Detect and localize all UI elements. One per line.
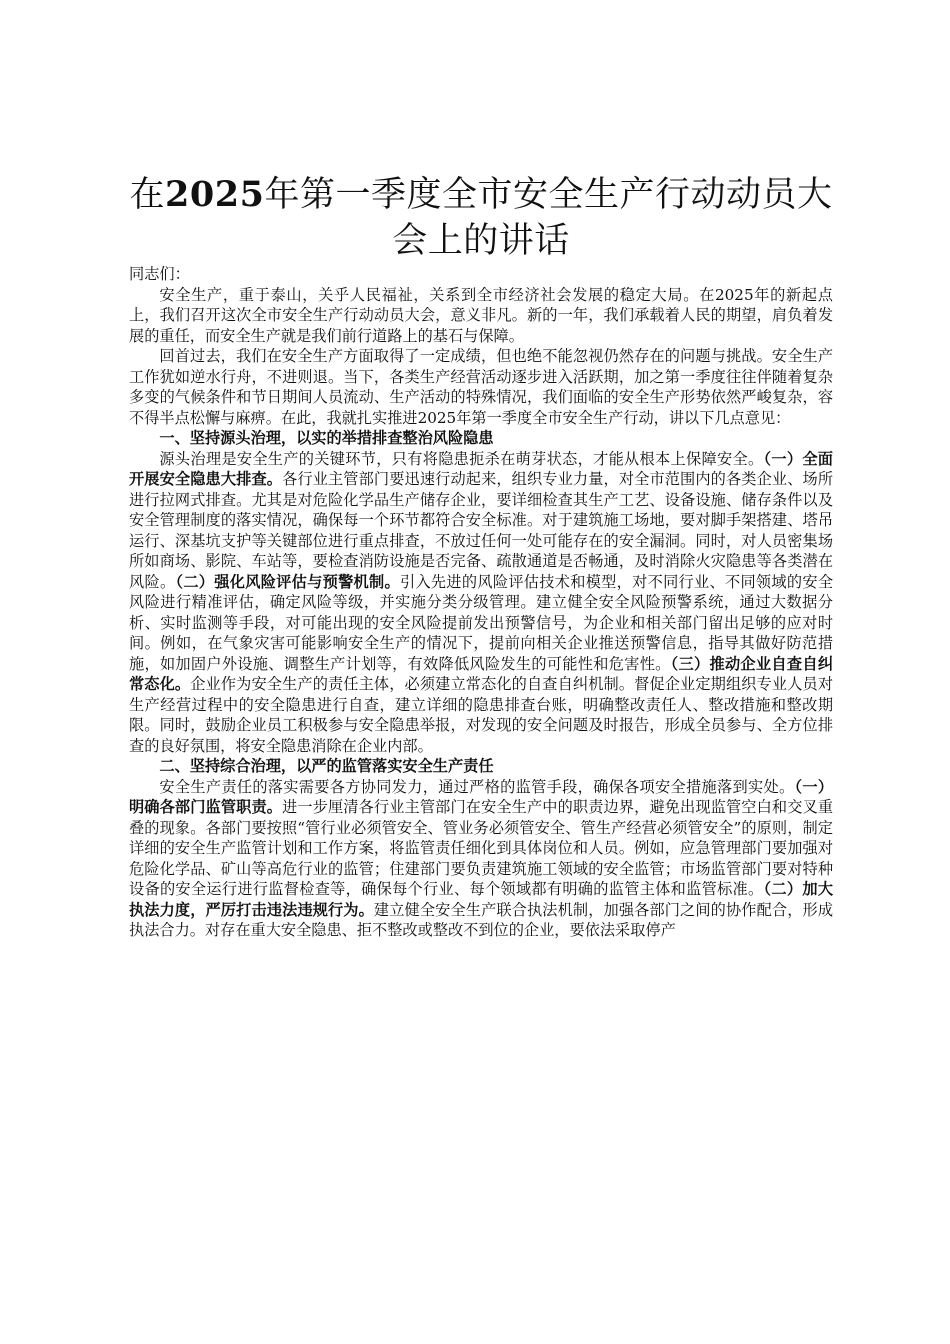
section-2-lead: 安全生产责任的落实需要各方协同发力，通过严格的监管手段，确保各项安全措施落到实处。 [159, 777, 795, 796]
document-title [129, 172, 833, 264]
section-1-sub3-title: （三）推动企业自查自纠常态化。 [129, 654, 834, 693]
intro-paragraph-2: 回首过去，我们在安全生产方面取得了一定成绩，但也绝不能忽视仍然存在的问题与挑战。安全生产工作犹如逆水行舟，不进则退。当下，各类生产经营活动逐步进入活跃期，加之第一季度往往伴随着复杂多变的气候条件和节日期间人员流动、生产活动的特殊情况，我们面临的安全生产形势依然严峻复杂，容不得半点松懈与麻痹。在此，我就扎实推进2025年第一季度全市安全生产行动，讲以下几点意见： [129, 347, 833, 427]
section-2-sub2-title: （二）加大执法力度，严厉打击违法违规行为。 [129, 880, 834, 919]
section-1-sub3-text: 企业作为安全生产的责任主体，必须建立常态化的自查自纠机制。督促企业定期组织专业人员对生产经营过程中的安全隐患进行自查，建立详细的隐患排查台账，明确整改责任人、整改措施和整改期限。同时，鼓励企业员工积极参与安全隐患举报，对发现的安全问题及时报告，形成全员参与、全方位排查的良好氛围，将安全隐患消除在企业内部。 [129, 675, 834, 755]
section-1-sub1-title: （一）全面开展安全隐患大排查。 [129, 449, 833, 488]
title-prefix: 在 [129, 175, 166, 215]
document-page [129, 172, 833, 941]
section-1-heading: 一、坚持源头治理，以实的举措排查整治风险隐患 [159, 429, 494, 447]
intro-paragraph-1: 安全生产，重于泰山，关乎人民福祉，关系到全市经济社会发展的稳定大局。在2025年的新起点上，我们召开这次全市安全生产行动动员大会，意义非凡。新的一年，我们承载着人民的期望，肩负着发展的重任，而安全生产就是我们前行道路上的基石与保障。 [129, 285, 833, 345]
section-2-sub2-text: 建立健全安全生产联合执法机制，加强各部门之间的协作配合，形成执法合力。对存在重大安全隐患、拒不整改或整改不到位的企业，要依法采取停产 [129, 900, 834, 939]
section-2-paragraph [129, 777, 833, 941]
salutation: 同志们： [129, 265, 190, 283]
section-1-sub2-title: （二）强化风险评估与预警机制。 [175, 572, 400, 591]
section-2-sub1-title: （一）明确各部门监管职责。 [129, 777, 834, 816]
document-body [129, 264, 833, 941]
section-1-paragraph [129, 449, 833, 757]
section-1-sub2-text: 引入先进的风险评估技术和模型，对不同行业、不同领域的安全风险进行精准评估，确定风险等级，并实施分类分级管理。建立健全安全风险预警系统，通过大数据分析、实时监测等手段，对可能出现的安全风险提前发出预警信号，为企业和相关部门留出足够的应对时间。例如，在气象灾害可能影响安全生产的情况下，提前向相关企业推送预警信息，指导其做好防范措施，如加固户外设施、调整生产计划等，有效降低风险发生的可能性和危害性。 [129, 572, 834, 673]
title-rest: 年第一季度全市安全生产行动动员大会上的讲话 [264, 175, 833, 261]
title-year: 2025 [165, 174, 265, 215]
section-1-lead: 源头治理是安全生产的关键环节，只有将隐患扼杀在萌芽状态，才能从根本上保障安全。 [159, 449, 764, 468]
section-2-heading: 二、坚持综合治理，以严的监管落实安全生产责任 [159, 757, 494, 775]
section-1-sub1-text: 各行业主管部门要迅速行动起来，组织专业力量，对全市范围内的各类企业、场所进行拉网式排查。尤其是对危险化学品生产储存企业，要详细检查其生产工艺、设备设施、储存条件以及安全管理制度的落实情况，确保每一个环节都符合安全标准。对于建筑施工场地，要对脚手架搭建、塔吊运行、深基坑支护等关键部位进行重点排查，不放过任何一处可能存在的安全漏洞。同时，对人员密集场所如商场、影院、车站等，要检查消防设施是否完备、疏散通道是否畅通，及时消除火灾隐患等各类潜在风险。 [129, 470, 834, 591]
section-2-sub1-text: 进一步厘清各行业主管部门在安全生产中的职责边界，避免出现监管空白和交叉重叠的现象。各部门要按照“管行业必须管安全、管业务必须管安全、管生产经营必须管安全”的原则，制定详细的安全生产监管计划和工作方案，将监管责任细化到具体岗位和人员。例如，应急管理部门要加强对危险化学品、矿山等高危行业的监管；住建部门要负责建筑施工领域的安全监管；市场监管部门要对特种设备的安全运行进行监督检查等，确保每个行业、每个领域都有明确的监管主体和监管标准。 [129, 798, 834, 898]
